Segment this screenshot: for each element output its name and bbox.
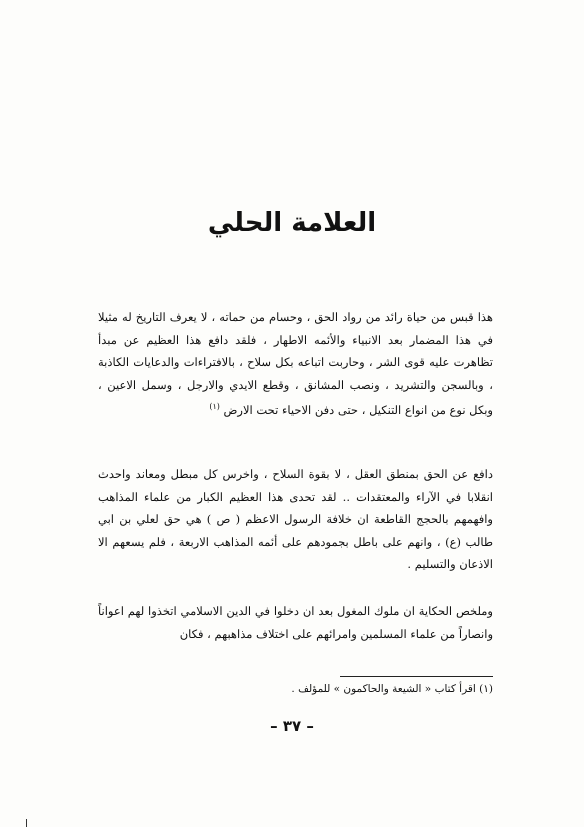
paragraph-3-text: وملخص الحكاية ان ملوك المغول بعد ان دخلوا في الدين الاسلامي اتخذوا لهم اعواناً وانصاراً من علماء المسلمين وامرائهم على اختلاف مذاهبهم ، فكان (98, 604, 493, 641)
paragraph-1 (98, 306, 493, 421)
paragraph-2-text: دافع عن الحق بمنطق العقل ، لا بقوة السلاح ، واخرس كل مبطل ومعاند واحدث انقلابا في الآراء والمعتقدات .. لقد تحدى هذا العظيم الكبار من علماء المذاهب وافهمهم بالحجج القاطعة ان خلافة الرسول الاعظم ( ص ) هي حق لعلي بن ابي طالب (ع) ، وانهم على باطل بجمودهم على أئمه المذاهب الاربعة ، فلم يسعهم الا الاذعان والتسليم . (98, 467, 493, 571)
footnote-reference: (١) (209, 402, 220, 411)
paragraph-2 (98, 463, 493, 576)
scan-edge-mark (26, 819, 27, 827)
paragraph-3 (98, 600, 493, 645)
page-number: – ٣٧ – (270, 717, 314, 735)
chapter-title: العلامة الحلي (207, 208, 377, 238)
footnote-divider (340, 676, 493, 677)
footnote: (١) اقرأ كتاب « الشيعة والحاكمون » للمؤلف . (291, 683, 493, 695)
paragraph-1-text: هذا قبس من حياة رائد من رواد الحق ، وحسام من حماته ، لا يعرف التاريخ له مثيلا في هذا المضمار بعد الانبياء والأئمه الاطهار ، فلقد دافع هذا العظيم عن مبدأ تظاهرت عليه قوى الشر ، وحاربت اتباعه بكل سلاح ، بالافتراءات والدعايات الكاذبة ، وبالسجن والتشريد ، ونصب المشانق ، وقطع الايدي والارجل ، وسمل الاعين ، وبكل نوع من انواع التنكيل ، حتى دفن الاحياء تحت الارض (98, 310, 493, 417)
